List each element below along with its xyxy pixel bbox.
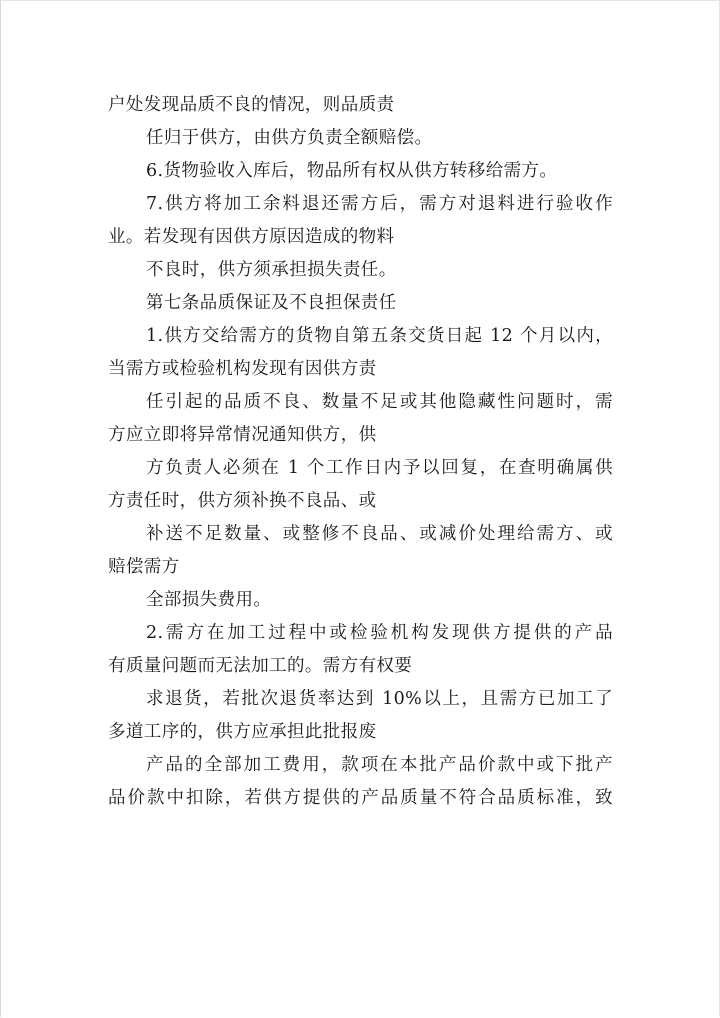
document-line: 7.供方将加工余料退还需方后，需方对退料进行验收作	[146, 194, 613, 214]
document-line: 多道工序的，供方应承担此批报废	[108, 722, 377, 742]
document-line: 方负责人必须在 1 个工作日内予以回复，在查明确属供	[146, 458, 613, 478]
document-line: 方责任时，供方须补换不良品、或	[108, 491, 377, 511]
document-line: 任引起的品质不良、数量不足或其他隐藏性问题时，需	[146, 392, 613, 412]
document-line: 当需方或检验机构发现有因供方责	[108, 359, 377, 379]
document-line: 求退货，若批次退货率达到 10%以上，且需方已加工了	[146, 689, 613, 709]
document-line: 户处发现品质不良的情况，则品质责	[108, 95, 395, 115]
document-line: 不良时，供方须承担损失责任。	[146, 260, 397, 280]
document-line: 业。若发现有因供方原因造成的物料	[108, 227, 395, 247]
document-line: 补送不足数量、或整修不良品、或减价处理给需方、或	[146, 524, 613, 544]
document-line: 第七条品质保证及不良担保责任	[146, 293, 397, 313]
document-line: 品价款中扣除，若供方提供的产品质量不符合品质标准，致	[108, 788, 613, 808]
document-line: 2.需方在加工过程中或检验机构发现供方提供的产品	[146, 623, 613, 643]
document-line: 方应立即将异常情况通知供方，供	[108, 425, 377, 445]
document-line: 产品的全部加工费用，款项在本批产品价款中或下批产	[146, 755, 613, 775]
document-line: 1.供方交给需方的货物自第五条交货日起 12 个月以内，	[146, 326, 613, 346]
document-line: 全部损失费用。	[146, 590, 272, 610]
document-line: 有质量问题而无法加工的。需方有权要	[108, 656, 413, 676]
document-line: 6.货物验收入库后，物品所有权从供方转移给需方。	[146, 161, 558, 181]
document-line: 赔偿需方	[108, 557, 180, 577]
document-line: 任归于供方，由供方负责全额赔偿。	[146, 128, 433, 148]
document-body	[108, 89, 613, 815]
